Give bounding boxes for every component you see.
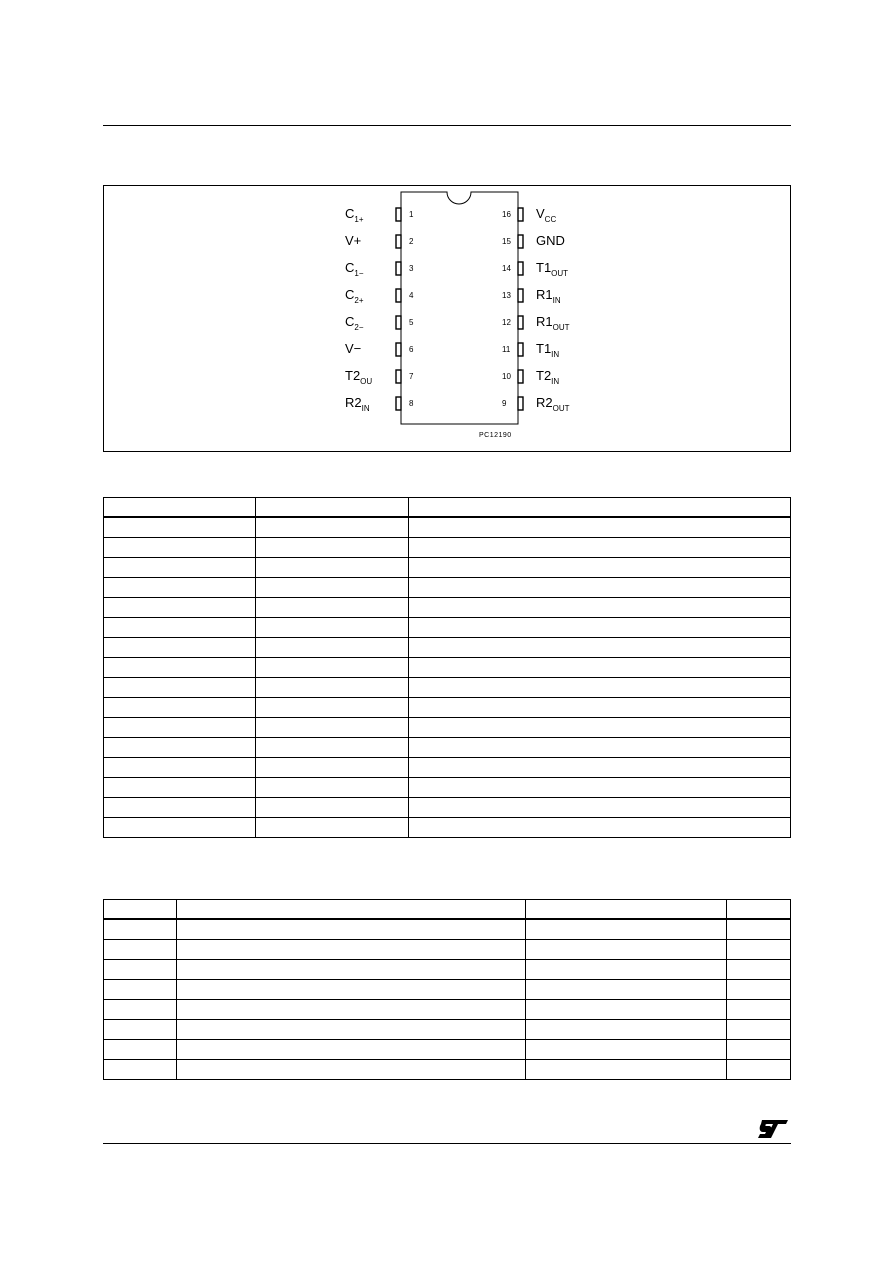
pin-stub: [396, 316, 401, 329]
table-cell: [409, 598, 791, 618]
table-cell: [727, 900, 791, 920]
table-row: [104, 618, 791, 638]
table-cell: [104, 778, 256, 798]
table-cell: [104, 578, 256, 598]
table-cell: [409, 678, 791, 698]
pin-number: 9: [502, 399, 507, 408]
table-cell: [256, 778, 409, 798]
pin-stub: [518, 235, 523, 248]
pin-name: [345, 342, 361, 356]
table-cell: [177, 919, 526, 940]
table-row: [104, 758, 791, 778]
table-cell: [256, 598, 409, 618]
pin-number: 3: [409, 264, 414, 273]
table-cell: [526, 940, 727, 960]
table-cell: [256, 678, 409, 698]
pin-name-text: V+: [345, 233, 362, 248]
pin-number: 15: [502, 237, 511, 246]
table-row: [104, 980, 791, 1000]
pin-name-subscript: 2−: [354, 323, 364, 332]
pin-name: [536, 234, 565, 248]
table-cell: [256, 818, 409, 838]
pin-name-text: R1: [536, 287, 553, 302]
table-cell: [409, 498, 791, 518]
table-cell: [256, 718, 409, 738]
table-cell: [177, 1060, 526, 1080]
table-cell: [104, 738, 256, 758]
st-logo-icon: [756, 1118, 790, 1140]
table-cell: [104, 980, 177, 1000]
absolute-ratings-table: [103, 899, 791, 1080]
table-row: [104, 658, 791, 678]
table-cell: [104, 698, 256, 718]
pin-stub: [396, 208, 401, 221]
table-cell: [256, 738, 409, 758]
table-cell: [526, 1040, 727, 1060]
table-cell: [104, 1000, 177, 1020]
pin-stub: [396, 397, 401, 410]
table-row: [104, 1000, 791, 1020]
table-cell: [526, 1000, 727, 1020]
pin-name-subscript: IN: [551, 350, 560, 359]
table-cell: [177, 960, 526, 980]
table-cell: [409, 638, 791, 658]
table-cell: [104, 919, 177, 940]
table-cell: [526, 980, 727, 1000]
table-cell: [409, 558, 791, 578]
table-cell: [104, 658, 256, 678]
pin-number: 11: [502, 345, 511, 354]
table-cell: [409, 758, 791, 778]
pin-number: 10: [502, 372, 511, 381]
table-row: [104, 1040, 791, 1060]
pin-name-subscript: OUT: [552, 323, 570, 332]
pin-name-subscript: IN: [552, 296, 561, 305]
table-cell: [104, 538, 256, 558]
footer-rule: [103, 1143, 791, 1144]
table-cell: [104, 498, 256, 518]
table-cell: [256, 698, 409, 718]
table-row: [104, 778, 791, 798]
pin-name-text: C: [345, 260, 355, 275]
table-row: [104, 738, 791, 758]
table-cell: [104, 638, 256, 658]
table-row: [104, 798, 791, 818]
pin-name: [536, 288, 561, 308]
table-cell: [409, 517, 791, 538]
pin-name-text: T2: [345, 368, 361, 383]
table-cell: [177, 1000, 526, 1020]
pin-stub: [518, 316, 523, 329]
table-cell: [104, 558, 256, 578]
table-cell: [256, 618, 409, 638]
pin-name-text: T2: [536, 368, 552, 383]
pin-stub: [518, 370, 523, 383]
pin-name: [536, 261, 568, 281]
table-row: [104, 598, 791, 618]
table-cell: [104, 900, 177, 920]
pin-name-text: V: [536, 206, 545, 221]
pin-name-subscript: CC: [544, 215, 557, 224]
pin-number: 14: [502, 264, 511, 273]
table-cell: [409, 618, 791, 638]
table-cell: [177, 1020, 526, 1040]
table-cell: [256, 658, 409, 678]
pin-name: [345, 369, 372, 389]
pin-number: 1: [409, 210, 414, 219]
table-cell: [409, 798, 791, 818]
pin-name-text: V−: [345, 341, 362, 356]
table-cell: [104, 618, 256, 638]
pin-name-text: R2: [536, 395, 553, 410]
pin-name: [536, 369, 559, 389]
table-cell: [104, 1040, 177, 1060]
table-cell: [526, 1060, 727, 1080]
table-cell: [177, 940, 526, 960]
pin-name: [345, 234, 361, 248]
table-row: [104, 678, 791, 698]
pin-name: [345, 288, 364, 308]
table-cell: [727, 919, 791, 940]
table-row: [104, 517, 791, 538]
pin-name: [536, 207, 556, 227]
table-cell: [104, 718, 256, 738]
table-cell: [409, 578, 791, 598]
pin-number: 5: [409, 318, 414, 327]
table-row: [104, 538, 791, 558]
table-row: [104, 940, 791, 960]
table-row: [104, 638, 791, 658]
table-cell: [104, 818, 256, 838]
table-row: [104, 960, 791, 980]
pin-stub: [396, 262, 401, 275]
table-row: [104, 718, 791, 738]
pin-name-subscript: OUT: [551, 269, 569, 278]
pin-stub: [518, 343, 523, 356]
table-cell: [409, 818, 791, 838]
table-row: [104, 818, 791, 838]
table-cell: [177, 900, 526, 920]
table-header-row: [104, 498, 791, 518]
table-cell: [409, 778, 791, 798]
pin-diagram: [103, 185, 791, 452]
ic-package-outline: [104, 186, 790, 451]
table-cell: [727, 980, 791, 1000]
header-rule: [103, 125, 791, 126]
pin-name: [536, 315, 570, 335]
pin-name: [536, 342, 559, 362]
table-cell: [104, 798, 256, 818]
table-cell: [256, 638, 409, 658]
pin-stub: [518, 262, 523, 275]
pin-name-text: C: [345, 314, 355, 329]
pin-name-subscript: 1+: [354, 215, 364, 224]
table-cell: [256, 517, 409, 538]
package-code: PC12190: [479, 432, 512, 439]
pin-stub: [396, 235, 401, 248]
table-cell: [177, 1040, 526, 1060]
table-cell: [727, 1040, 791, 1060]
pin-name: [345, 396, 370, 416]
table-row: [104, 1020, 791, 1040]
table-cell: [409, 698, 791, 718]
pin-name-text: C: [345, 206, 355, 221]
pin-name-subscript: OU: [360, 377, 373, 386]
table-cell: [727, 1000, 791, 1020]
pin-name-subscript: IN: [551, 377, 560, 386]
pin-stub: [518, 208, 523, 221]
pin-name-subscript: 1−: [354, 269, 364, 278]
pin-name-text: C: [345, 287, 355, 302]
table-cell: [727, 960, 791, 980]
pin-stub: [518, 397, 523, 410]
pin-stub: [396, 289, 401, 302]
pin-number: 6: [409, 345, 414, 354]
table-cell: [104, 940, 177, 960]
pin-stub: [396, 370, 401, 383]
pin-number: 7: [409, 372, 414, 381]
table-cell: [256, 798, 409, 818]
pin-name: [536, 396, 570, 416]
pin-number: 16: [502, 210, 511, 219]
pin-name-subscript: IN: [361, 404, 370, 413]
table-cell: [256, 578, 409, 598]
table-cell: [727, 940, 791, 960]
table-cell: [409, 718, 791, 738]
pin-number: 8: [409, 399, 414, 408]
pin-number: 12: [502, 318, 511, 327]
pin-name-text: R2: [345, 395, 362, 410]
pin-number: 13: [502, 291, 511, 300]
table-cell: [526, 960, 727, 980]
table-cell: [104, 1020, 177, 1040]
pin-number: 2: [409, 237, 414, 246]
pin-name-subscript: OUT: [552, 404, 570, 413]
table-row: [104, 698, 791, 718]
table-cell: [256, 538, 409, 558]
pin-number: 4: [409, 291, 414, 300]
pin-name-text: T1: [536, 260, 552, 275]
table-cell: [104, 678, 256, 698]
pin-name: [345, 261, 364, 281]
table-row: [104, 558, 791, 578]
pin-name: [345, 207, 364, 227]
table-cell: [104, 960, 177, 980]
table-row: [104, 1060, 791, 1080]
table-cell: [409, 538, 791, 558]
table-cell: [104, 598, 256, 618]
table-cell: [526, 1020, 727, 1040]
pin-name-text: GND: [536, 233, 565, 248]
table-cell: [256, 498, 409, 518]
table-cell: [526, 919, 727, 940]
table-row: [104, 919, 791, 940]
pin-name-text: T1: [536, 341, 552, 356]
table-header-row: [104, 900, 791, 920]
table-cell: [526, 900, 727, 920]
table-cell: [104, 758, 256, 778]
table-cell: [104, 517, 256, 538]
table-cell: [409, 738, 791, 758]
table-cell: [177, 980, 526, 1000]
pin-name: [345, 315, 364, 335]
pin-name-subscript: 2+: [354, 296, 364, 305]
table-cell: [409, 658, 791, 678]
table-cell: [727, 1060, 791, 1080]
table-cell: [104, 1060, 177, 1080]
table-cell: [256, 558, 409, 578]
table-row: [104, 578, 791, 598]
table-cell: [256, 758, 409, 778]
pin-stub: [396, 343, 401, 356]
table-cell: [727, 1020, 791, 1040]
pin-name-text: R1: [536, 314, 553, 329]
pin-description-table: [103, 497, 791, 838]
pin-stub: [518, 289, 523, 302]
